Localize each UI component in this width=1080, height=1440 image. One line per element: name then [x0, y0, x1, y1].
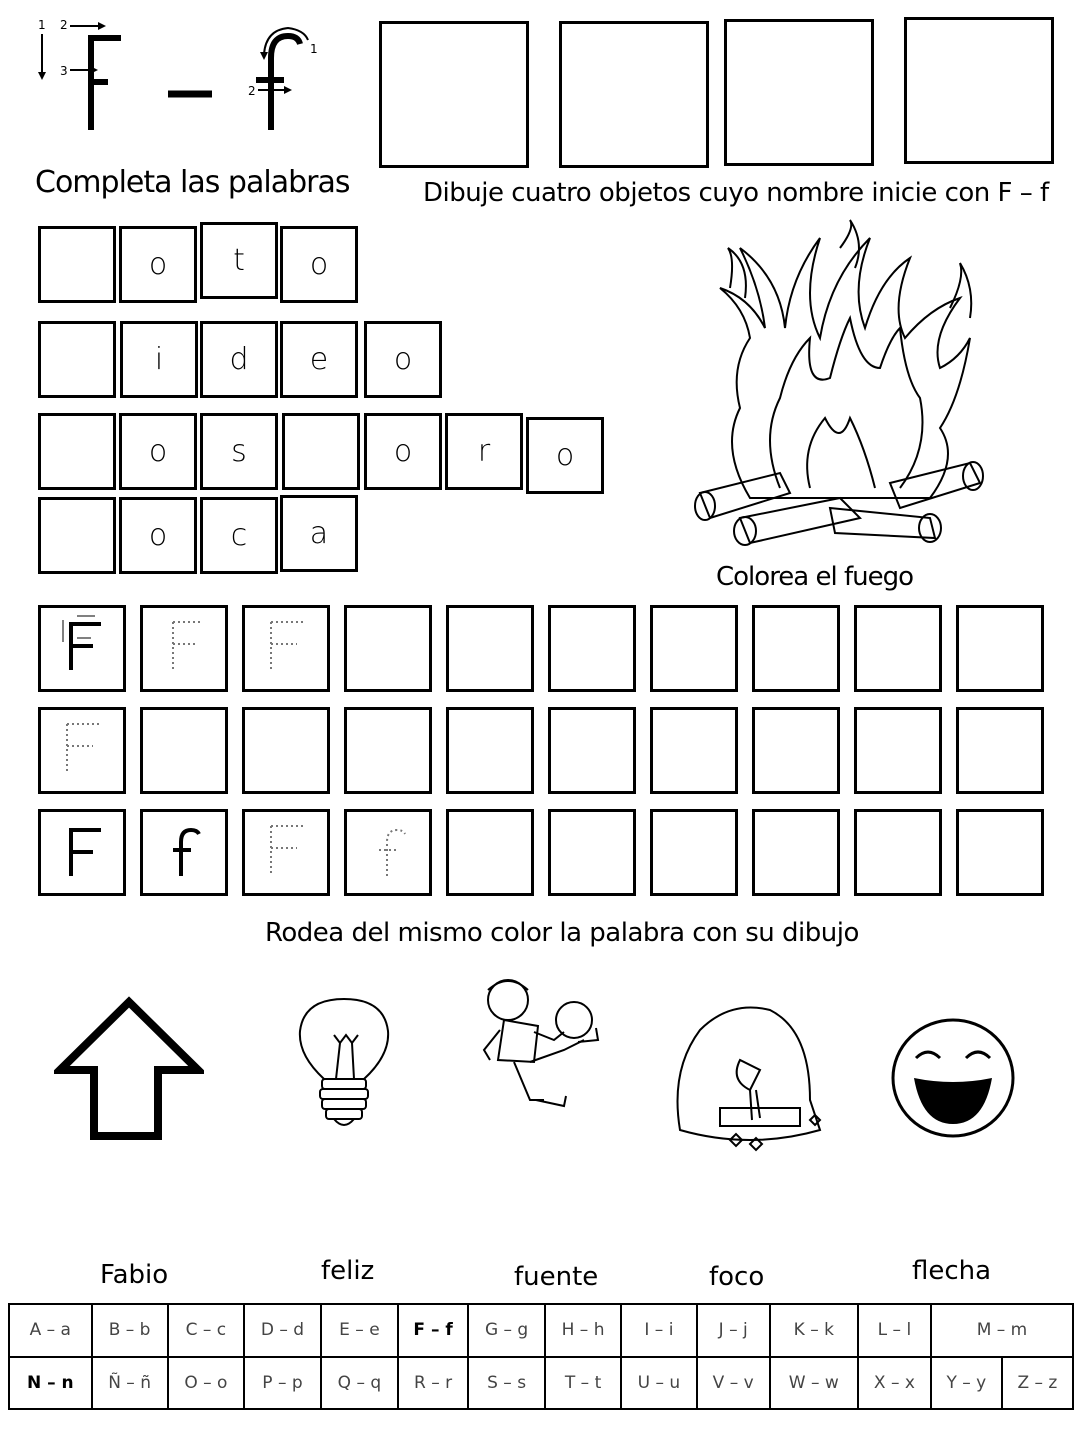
dotted-f-icon	[41, 710, 123, 791]
practice-cell-trace[interactable]	[38, 707, 126, 794]
boy-playing-ball-picture[interactable]	[474, 970, 606, 1125]
letter-cell: o	[364, 321, 442, 398]
letter-blank[interactable]	[38, 321, 116, 398]
letter-stroke-guide	[36, 18, 336, 138]
alphabet-cell: S – s	[468, 1357, 545, 1410]
alphabet-cell: M – m	[931, 1304, 1073, 1357]
dotted-f-icon	[143, 608, 225, 689]
practice-cell-blank[interactable]	[140, 707, 228, 794]
practice-cell-blank[interactable]	[344, 707, 432, 794]
alphabet-cell-current: F – f	[398, 1304, 468, 1357]
alphabet-cell: O – o	[168, 1357, 245, 1410]
practice-cell-blank[interactable]	[752, 809, 840, 896]
practice-cell-blank[interactable]	[650, 605, 738, 692]
practice-cell-blank[interactable]	[650, 707, 738, 794]
letter-header	[36, 18, 336, 138]
practice-cell-blank[interactable]	[344, 605, 432, 692]
practice-cell-blank[interactable]	[446, 707, 534, 794]
practice-cell-blank[interactable]	[956, 605, 1044, 692]
letter-cell: o	[364, 413, 442, 490]
alphabet-cell: J – j	[697, 1304, 770, 1357]
letter-cell: t	[200, 222, 278, 299]
alphabet-cell: K – k	[770, 1304, 858, 1357]
practice-cell-blank[interactable]	[854, 707, 942, 794]
alphabet-cell: D – d	[244, 1304, 321, 1357]
letter-cell: o	[119, 497, 197, 574]
alphabet-cell: R – r	[398, 1357, 468, 1410]
fountain-picture[interactable]	[660, 990, 830, 1160]
fire-icon	[690, 218, 990, 553]
dotted-f-icon	[245, 812, 327, 893]
complete-words-instruction: Completa las palabras	[35, 165, 350, 200]
letter-cell: o	[280, 226, 358, 303]
practice-cell-blank[interactable]	[752, 605, 840, 692]
alphabet-row	[9, 1357, 1073, 1410]
alphabet-cell: U – u	[621, 1357, 697, 1410]
alphabet-cell: Q – q	[321, 1357, 398, 1410]
practice-cell-blank[interactable]	[956, 707, 1044, 794]
match-words-instruction: Rodea del mismo color la palabra con su dibujo	[265, 918, 859, 948]
letter-blank[interactable]	[38, 226, 116, 303]
stroke-number: 1	[38, 18, 46, 32]
letter-cell: i	[120, 321, 198, 398]
stroke-number: 2	[248, 84, 256, 98]
draw-objects-instruction: Dibuje cuatro objetos cuyo nombre inicie con F – f	[423, 178, 1049, 208]
letter-cell: s	[200, 413, 278, 490]
alphabet-cell: Ñ – ñ	[92, 1357, 168, 1410]
alphabet-cell: Z – z	[1002, 1357, 1073, 1410]
drawing-box[interactable]	[559, 21, 709, 168]
alphabet-cell: L – l	[858, 1304, 931, 1357]
practice-cell-blank[interactable]	[752, 707, 840, 794]
dotted-f-icon	[245, 608, 327, 689]
practice-cell-blank[interactable]	[956, 809, 1044, 896]
lightbulb-picture[interactable]	[294, 995, 394, 1135]
alphabet-cell-next: N – n	[9, 1357, 92, 1410]
alphabet-cell: V – v	[697, 1357, 770, 1410]
practice-cell-blank[interactable]	[548, 605, 636, 692]
alphabet-table	[8, 1303, 1074, 1410]
letter-cell: o	[119, 226, 197, 303]
practice-cell-trace[interactable]	[344, 809, 432, 896]
match-word-flecha[interactable]: flecha	[912, 1256, 992, 1286]
smiley-picture[interactable]	[888, 1016, 1018, 1140]
practice-cell-blank[interactable]	[242, 707, 330, 794]
dotted-f-lower-icon	[347, 812, 429, 893]
practice-cell-blank[interactable]	[446, 809, 534, 896]
practice-cell-model	[38, 605, 126, 692]
letter-cell: d	[200, 321, 278, 398]
alphabet-cell: C – c	[168, 1304, 245, 1357]
fountain-icon	[660, 990, 830, 1160]
practice-cell-blank[interactable]	[650, 809, 738, 896]
letter-cell: o	[119, 413, 197, 490]
boy-kicking-ball-icon	[474, 970, 606, 1125]
letter-cell: a	[280, 495, 358, 572]
color-fire-instruction: Colorea el fuego	[716, 562, 914, 592]
alphabet-cell: I – i	[621, 1304, 697, 1357]
practice-cell-blank[interactable]	[548, 707, 636, 794]
lightbulb-icon	[294, 995, 394, 1135]
stroke-number: 1	[310, 42, 318, 56]
practice-cell-model	[38, 809, 126, 896]
alphabet-cell: E – e	[321, 1304, 398, 1357]
letter-blank[interactable]	[38, 413, 116, 490]
alphabet-cell: A – a	[9, 1304, 92, 1357]
practice-cell-blank[interactable]	[854, 809, 942, 896]
letter-cell: c	[200, 497, 278, 574]
letter-cell: o	[526, 417, 604, 494]
drawing-box[interactable]	[904, 17, 1054, 164]
practice-cell-trace[interactable]	[242, 809, 330, 896]
alphabet-cell: W – w	[770, 1357, 858, 1410]
practice-cell-trace[interactable]	[242, 605, 330, 692]
practice-cell-trace[interactable]	[140, 605, 228, 692]
match-word-fuente[interactable]: fuente	[514, 1262, 599, 1292]
match-word-foco[interactable]: foco	[709, 1262, 765, 1292]
letter-f-lower-model-icon	[143, 812, 225, 893]
match-word-fabio[interactable]: Fabio	[100, 1260, 169, 1290]
letter-f-model-icon	[41, 608, 123, 689]
stroke-number: 3	[60, 64, 68, 78]
smiley-face-icon	[888, 1016, 1018, 1140]
alphabet-cell: T – t	[545, 1357, 621, 1410]
practice-cell-model	[140, 809, 228, 896]
alphabet-cell: H – h	[545, 1304, 621, 1357]
letter-cell: r	[445, 413, 523, 490]
alphabet-cell: B – b	[92, 1304, 168, 1357]
arrow-icon	[54, 996, 204, 1142]
alphabet-cell: P – p	[244, 1357, 321, 1410]
letter-f-model-icon	[41, 812, 123, 893]
alphabet-cell: X – x	[858, 1357, 931, 1410]
letter-blank[interactable]	[38, 497, 116, 574]
match-word-feliz[interactable]: feliz	[321, 1256, 375, 1286]
practice-cell-blank[interactable]	[446, 605, 534, 692]
letter-blank[interactable]	[282, 413, 360, 490]
letter-cell: e	[280, 321, 358, 398]
alphabet-row	[9, 1304, 1073, 1357]
stroke-number: 2	[60, 18, 68, 32]
practice-cell-blank[interactable]	[548, 809, 636, 896]
alphabet-cell: G – g	[468, 1304, 545, 1357]
drawing-box[interactable]	[724, 19, 874, 166]
drawing-box[interactable]	[379, 21, 529, 168]
arrow-picture[interactable]	[54, 996, 204, 1142]
fire-illustration	[690, 218, 990, 553]
alphabet-cell: Y – y	[931, 1357, 1002, 1410]
practice-cell-blank[interactable]	[854, 605, 942, 692]
